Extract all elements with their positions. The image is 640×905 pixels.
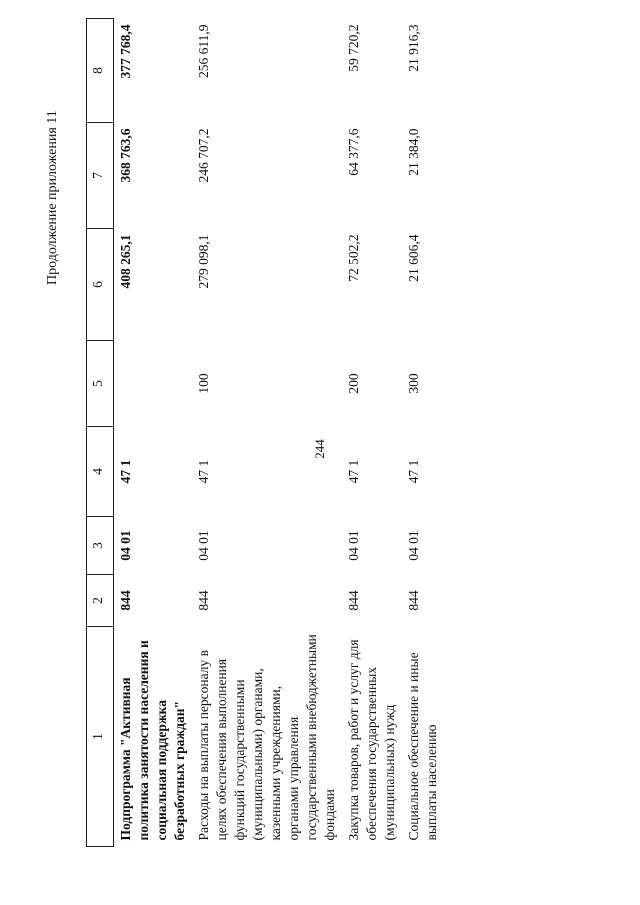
- row-col-8: 21 916,3: [406, 24, 421, 72]
- row-col-2: 844: [196, 590, 211, 611]
- row-col-4: 47 1: [346, 459, 361, 484]
- table-row: [342, 19, 402, 847]
- row-col-8: 59 720,2: [346, 24, 361, 72]
- row-col-6: 21 606,4: [406, 234, 421, 282]
- row-col-5: [114, 341, 193, 427]
- row-name: Социальное обеспечение и иные выплаты населению: [406, 652, 439, 841]
- table-row: [192, 19, 342, 847]
- row-col-6: 72 502,2: [346, 234, 361, 282]
- header-cell-7: 7: [87, 123, 114, 229]
- row-col-2: 844: [118, 590, 133, 611]
- table-row: [114, 19, 193, 847]
- row-col-8: 256 611,9: [196, 24, 211, 78]
- row-col-7: 246 707,2: [196, 128, 211, 183]
- row-col-6: 279 098,1: [196, 234, 211, 289]
- row-col-6: 408 265,1: [118, 234, 133, 289]
- row-name: Расходы на выплаты персоналу в целях обеспечения выполнения функций государственными (муниципальными) органами, казенными учреждениями, органами управления государственными внебюджетными фондами: [196, 634, 337, 841]
- row-name: Закупка товаров, работ и услуг для обеспечения государственных (муниципальных) нужд: [346, 639, 397, 841]
- row-col-7: 368 763,6: [118, 128, 133, 183]
- row-col-7: 21 384,0: [406, 128, 421, 176]
- row-col-5: 100: [196, 373, 211, 394]
- page-number: 244: [312, 439, 327, 459]
- row-col-3: 04 01: [346, 530, 361, 561]
- header-cell-2: 2: [87, 575, 114, 627]
- row-col-3: 04 01: [196, 530, 211, 561]
- row-col-4: 47 1: [118, 459, 133, 484]
- row-col-4: 47 1: [196, 459, 211, 484]
- row-col-5: 200: [346, 373, 361, 394]
- row-col-8: 377 768,4: [118, 24, 133, 79]
- row-col-3: 04 01: [118, 530, 133, 561]
- continuation-label: Продолжение приложения 11: [45, 110, 60, 285]
- row-col-7: 64 377,6: [346, 128, 361, 176]
- header-cell-1: 1: [87, 627, 114, 847]
- header-cell-8: 8: [87, 19, 114, 123]
- row-col-3: 04 01: [406, 530, 421, 561]
- row-col-2: 844: [406, 590, 421, 611]
- header-cell-6: 6: [87, 229, 114, 341]
- header-cell-3: 3: [87, 517, 114, 575]
- header-cell-4: 4: [87, 427, 114, 517]
- header-cell-5: 5: [87, 341, 114, 427]
- row-col-5: 300: [406, 373, 421, 394]
- row-col-4: 47 1: [406, 459, 421, 484]
- row-col-2: 844: [346, 590, 361, 611]
- row-name: Подпрограмма "Активная политика занятости населения и социальная поддержка безработных граждан": [118, 640, 187, 841]
- table-row: [402, 19, 444, 847]
- header-row: [87, 19, 114, 847]
- budget-table: [86, 18, 444, 847]
